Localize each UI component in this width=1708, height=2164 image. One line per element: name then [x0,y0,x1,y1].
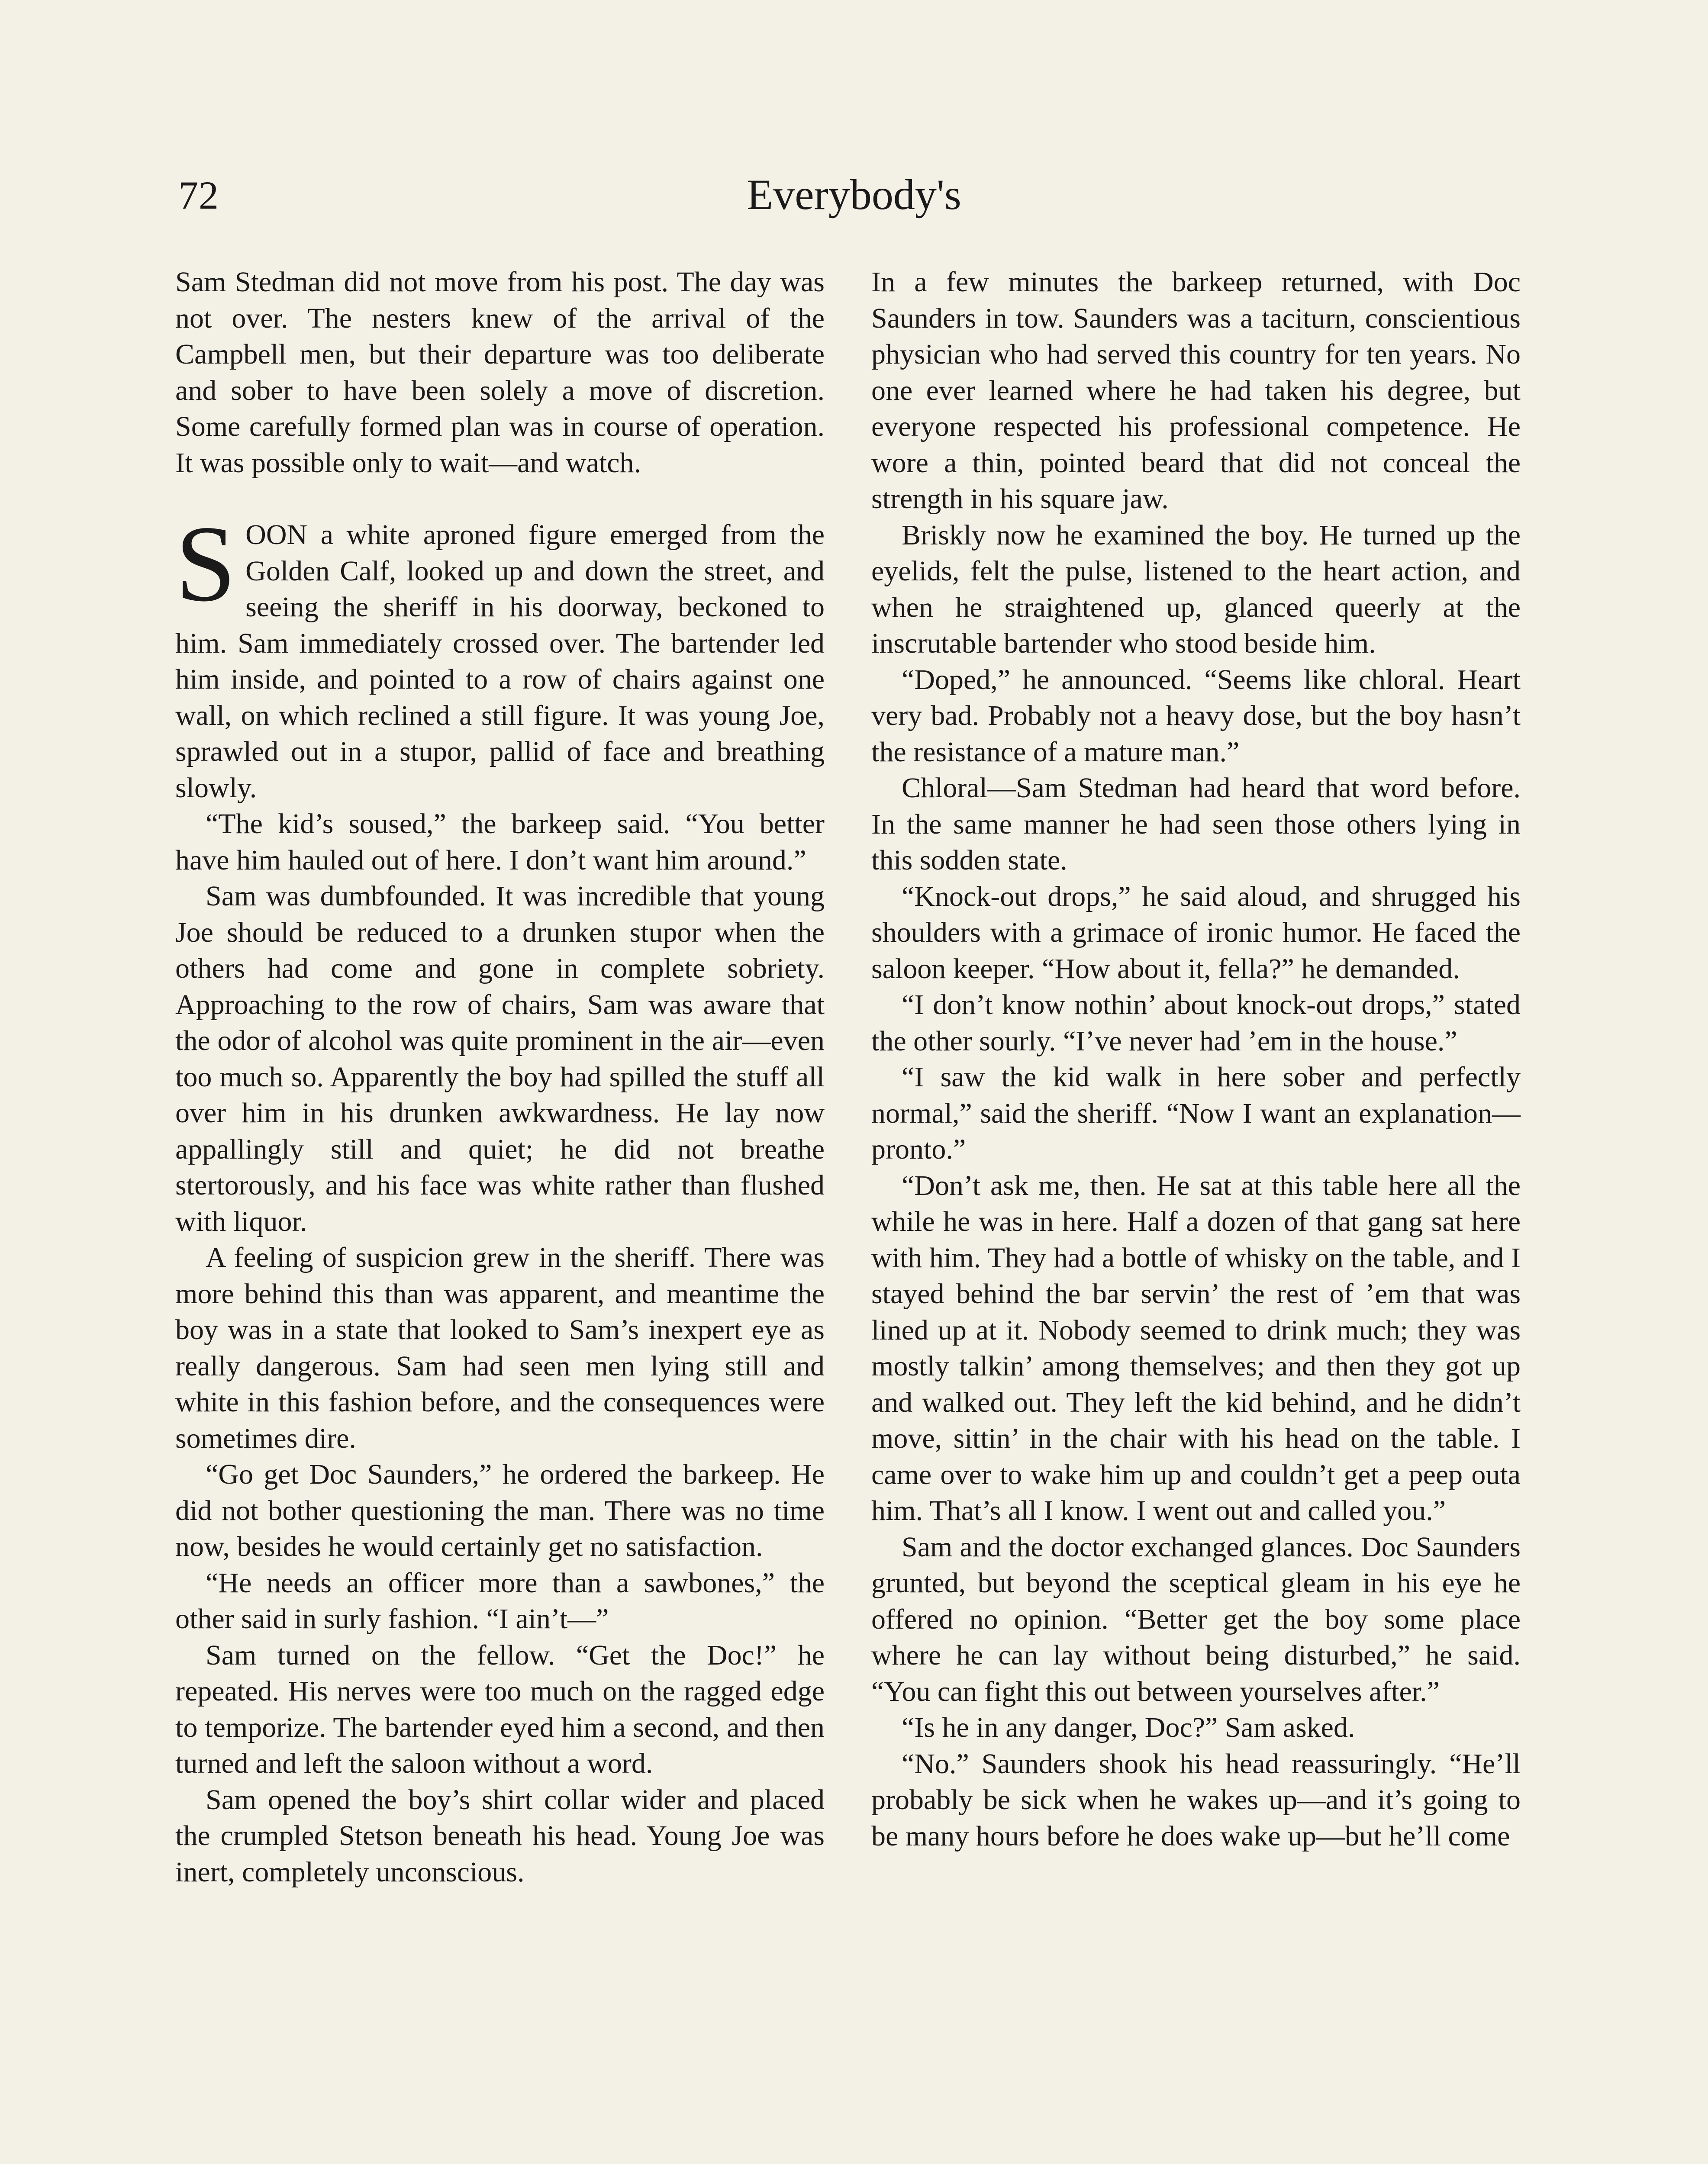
left-column [175,264,825,1890]
paragraph: Chloral—Sam Stedman had heard that word before. In the same manner he had seen those others lying in this sodden state. [871,772,1521,876]
right-column [871,264,1521,1854]
paragraph: “The kid’s soused,” the barkeep said. “You better have him hauled out of here. I don’t want him around.” [175,808,825,876]
paragraph: “He needs an officer more than a sawbones,” the other said in surly fashion. “I ain’t—” [175,1567,825,1635]
paragraph: “Go get Doc Saunders,” he ordered the barkeep. He did not bother questioning the man. There was no time now, besides he would certainly get no satisfaction. [175,1459,825,1562]
paragraph: “I saw the kid walk in here sober and perfectly normal,” said the sheriff. “Now I want an explanation—pronto.” [871,1061,1521,1165]
paragraph: Briskly now he examined the boy. He turned up the eyelids, felt the pulse, listened to the heart action, and when he straightened up, glanced queerly at the inscrutable bartender who stood beside him. [871,519,1521,659]
paragraph: “Don’t ask me, then. He sat at this table here all the while he was in here. Half a dozen of that gang sat here with him. They had a bottle of whisky on the table, and I stayed behind the bar servin’ the rest of ’em that was lined up at it. Nobody seemed to drink much; they was mostly talkin’ among themselves; and then they got up and walked out. They left the kid behind, and he didn’t move, sittin’ in the chair with his head on the table. I came over to wake him up and couldn’t get a peep outa him. That’s all I know. I went out and called you.” [871,1169,1521,1526]
dropcap-paragraph [175,503,825,806]
paragraph: In a few minutes the barkeep returned, with Doc Saunders in tow. Saunders was a taciturn, conscientious physician who had served this country for ten years. No one ever learned where he had taken his degree, but everyone respected his professional competence. He wore a thin, pointed beard that did not conceal the strength in his square jaw. [871,266,1521,515]
section-break [175,481,825,517]
paragraph: Sam was dumbfounded. It was incredible that young Joe should be reduced to a drunken stupor when the others had come and gone in complete sobriety. Approaching to the row of chairs, Sam was aware that the odor of alcohol was quite prominent in the air—even too much so. Apparently the boy had spilled the stuff all over him in his drunken awkwardness. He lay now appallingly still and quiet; he did not breathe stertorously, and his face was white rather than flushed with liquor. [175,880,825,1237]
paragraph: “Doped,” he announced. “Seems like chloral. Heart very bad. Probably not a heavy dose, but the boy hasn’t the resistance of a mature man.” [871,663,1521,768]
paragraph: Sam and the doctor exchanged glances. Doc Saunders grunted, but beyond the sceptical gleam in his eye he offered no opinion. “Better get the boy some place where he can lay without being disturbed,” he said. “You can fight this out between yourselves after.” [871,1531,1521,1707]
page-number: 72 [178,173,219,217]
paragraph: Sam Stedman did not move from his post. The day was not over. The nesters knew of the arrival of the Campbell men, but their departure was too deliberate and sober to have been solely a move of discretion. Some carefully formed plan was in course of operation. It was possible only to wait—and watch. [175,266,825,479]
paragraph: A feeling of suspicion grew in the sheriff. There was more behind this than was apparent, and meantime the boy was in a state that looked to Sam’s inexpert eye as really dangerous. Sam had seen men lying still and white in this fashion before, and the consequences were sometimes dire. [175,1242,825,1454]
running-head: Everybody's [747,171,961,219]
paragraph: “I don’t know nothin’ about knock-out drops,” stated the other sourly. “I’ve never had ’em in the house.” [871,989,1521,1057]
paragraph: Sam opened the boy’s shirt collar wider and placed the crumpled Stetson beneath his head. Young Joe was inert, completely unconscious. [175,1784,825,1888]
paragraph: “Knock-out drops,” he said aloud, and shrugged his shoulders with a grimace of ironic humor. He faced the saloon keeper. “How about it, fella?” he demanded. [871,880,1521,985]
dropcap-paragraph-text: OON a white aproned figure emerged from the Golden Calf, looked up and down the street, and seeing the sheriff in his doorway, beckoned to him. Sam immediately crossed over. The bartender led him inside, and pointed to a row of chairs against one wall, on which reclined a still figure. It was young Joe, sprawled out in a stupor, pallid of face and breathing slowly. [175,519,825,804]
paragraph: “No.” Saunders shook his head reassuringly. “He’ll probably be sick when he wakes up—and it’s going to be many hours before he does wake up—but he’ll come [871,1748,1521,1852]
paragraph: “Is he in any danger, Doc?” Sam asked. [902,1712,1355,1743]
drop-cap: S [175,503,236,624]
paragraph: Sam turned on the fellow. “Get the Doc!” he repeated. His nerves were too much on the ragged edge to temporize. The bartender eyed him a second, and then turned and left the saloon without a word. [175,1639,825,1779]
